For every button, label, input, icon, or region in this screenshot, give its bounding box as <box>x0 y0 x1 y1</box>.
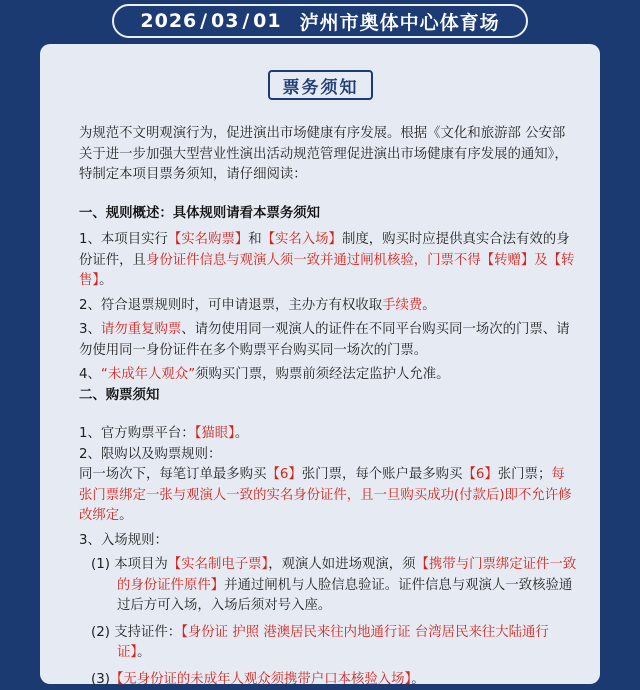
entry-rules-title: 3、入场规则： <box>79 531 577 552</box>
section-1-heading: 一、规则概述：具体规则请看本票务须知 <box>79 204 577 225</box>
event-date: 2026 / 03 / 01 <box>140 10 281 32</box>
purchase-limit-title: 2、限购以及购票规则： <box>79 445 577 466</box>
rule-2: 2、符合退票规则时，可申请退票，主办方有权收取手续费。 <box>79 296 577 317</box>
rule-4: 4、“未成年人观众”须购买门票，购票前须经法定监护人允准。 <box>79 365 577 386</box>
notice-content <box>79 124 577 690</box>
purchase-platform: 1、官方购票平台：【猫眼】。 <box>79 424 577 445</box>
entry-rule-3: (3)【无身份证的未成年人观众须携带户口本核验入场】。 <box>79 670 577 690</box>
rule-3: 3、请勿重复购票、请勿使用同一观演人的证件在不同平台购买同一场次的门票、请勿使用同一身份证件在多个购票平台购买同一场次的门票。 <box>79 320 577 361</box>
entry-rule-1: (1) 本项目为【实名制电子票】，观演人如进场观演，须【携带与门票绑定证件一致的身份证件原件】并通过闸机与人脸信息验证。证件信息与观演人一致核验通过后方可入场，入场后须对号入座。 <box>79 555 577 617</box>
intro-paragraph: 为规范不文明观演行为，促进演出市场健康有序发展。根据《文化和旅游部 公安部关于进一步加强大型营业性演出活动规范管理促进演出市场健康有序发展的通知》，特制定本项目票务须知，请仔细阅读： <box>79 124 577 186</box>
notice-title: 票务须知 <box>268 70 373 100</box>
header-banner <box>112 4 528 38</box>
rule-1: 1、本项目实行【实名购票】和【实名入场】制度，购买时应提供真实合法有效的身份证件，且身份证件信息与观演人须一致并通过闸机核验，门票不得【转赠】及【转售】。 <box>79 230 577 292</box>
entry-rule-2: (2) 支持证件：【身份证 护照 港澳居民来往内地通行证 台湾居民来往大陆通行证】。 <box>79 623 577 664</box>
event-venue: 泸州市奥体中心体育场 <box>300 8 500 35</box>
purchase-limit-rules: 同一场次下，每笔订单最多购买【6】张门票，每个账户最多购买【6】张门票；每张门票绑定一张与观演人一致的实名身份证件，且一旦购买成功(付款后)即不允许修改绑定。 <box>79 465 577 527</box>
section-2-heading: 二、购票须知 <box>79 386 577 407</box>
